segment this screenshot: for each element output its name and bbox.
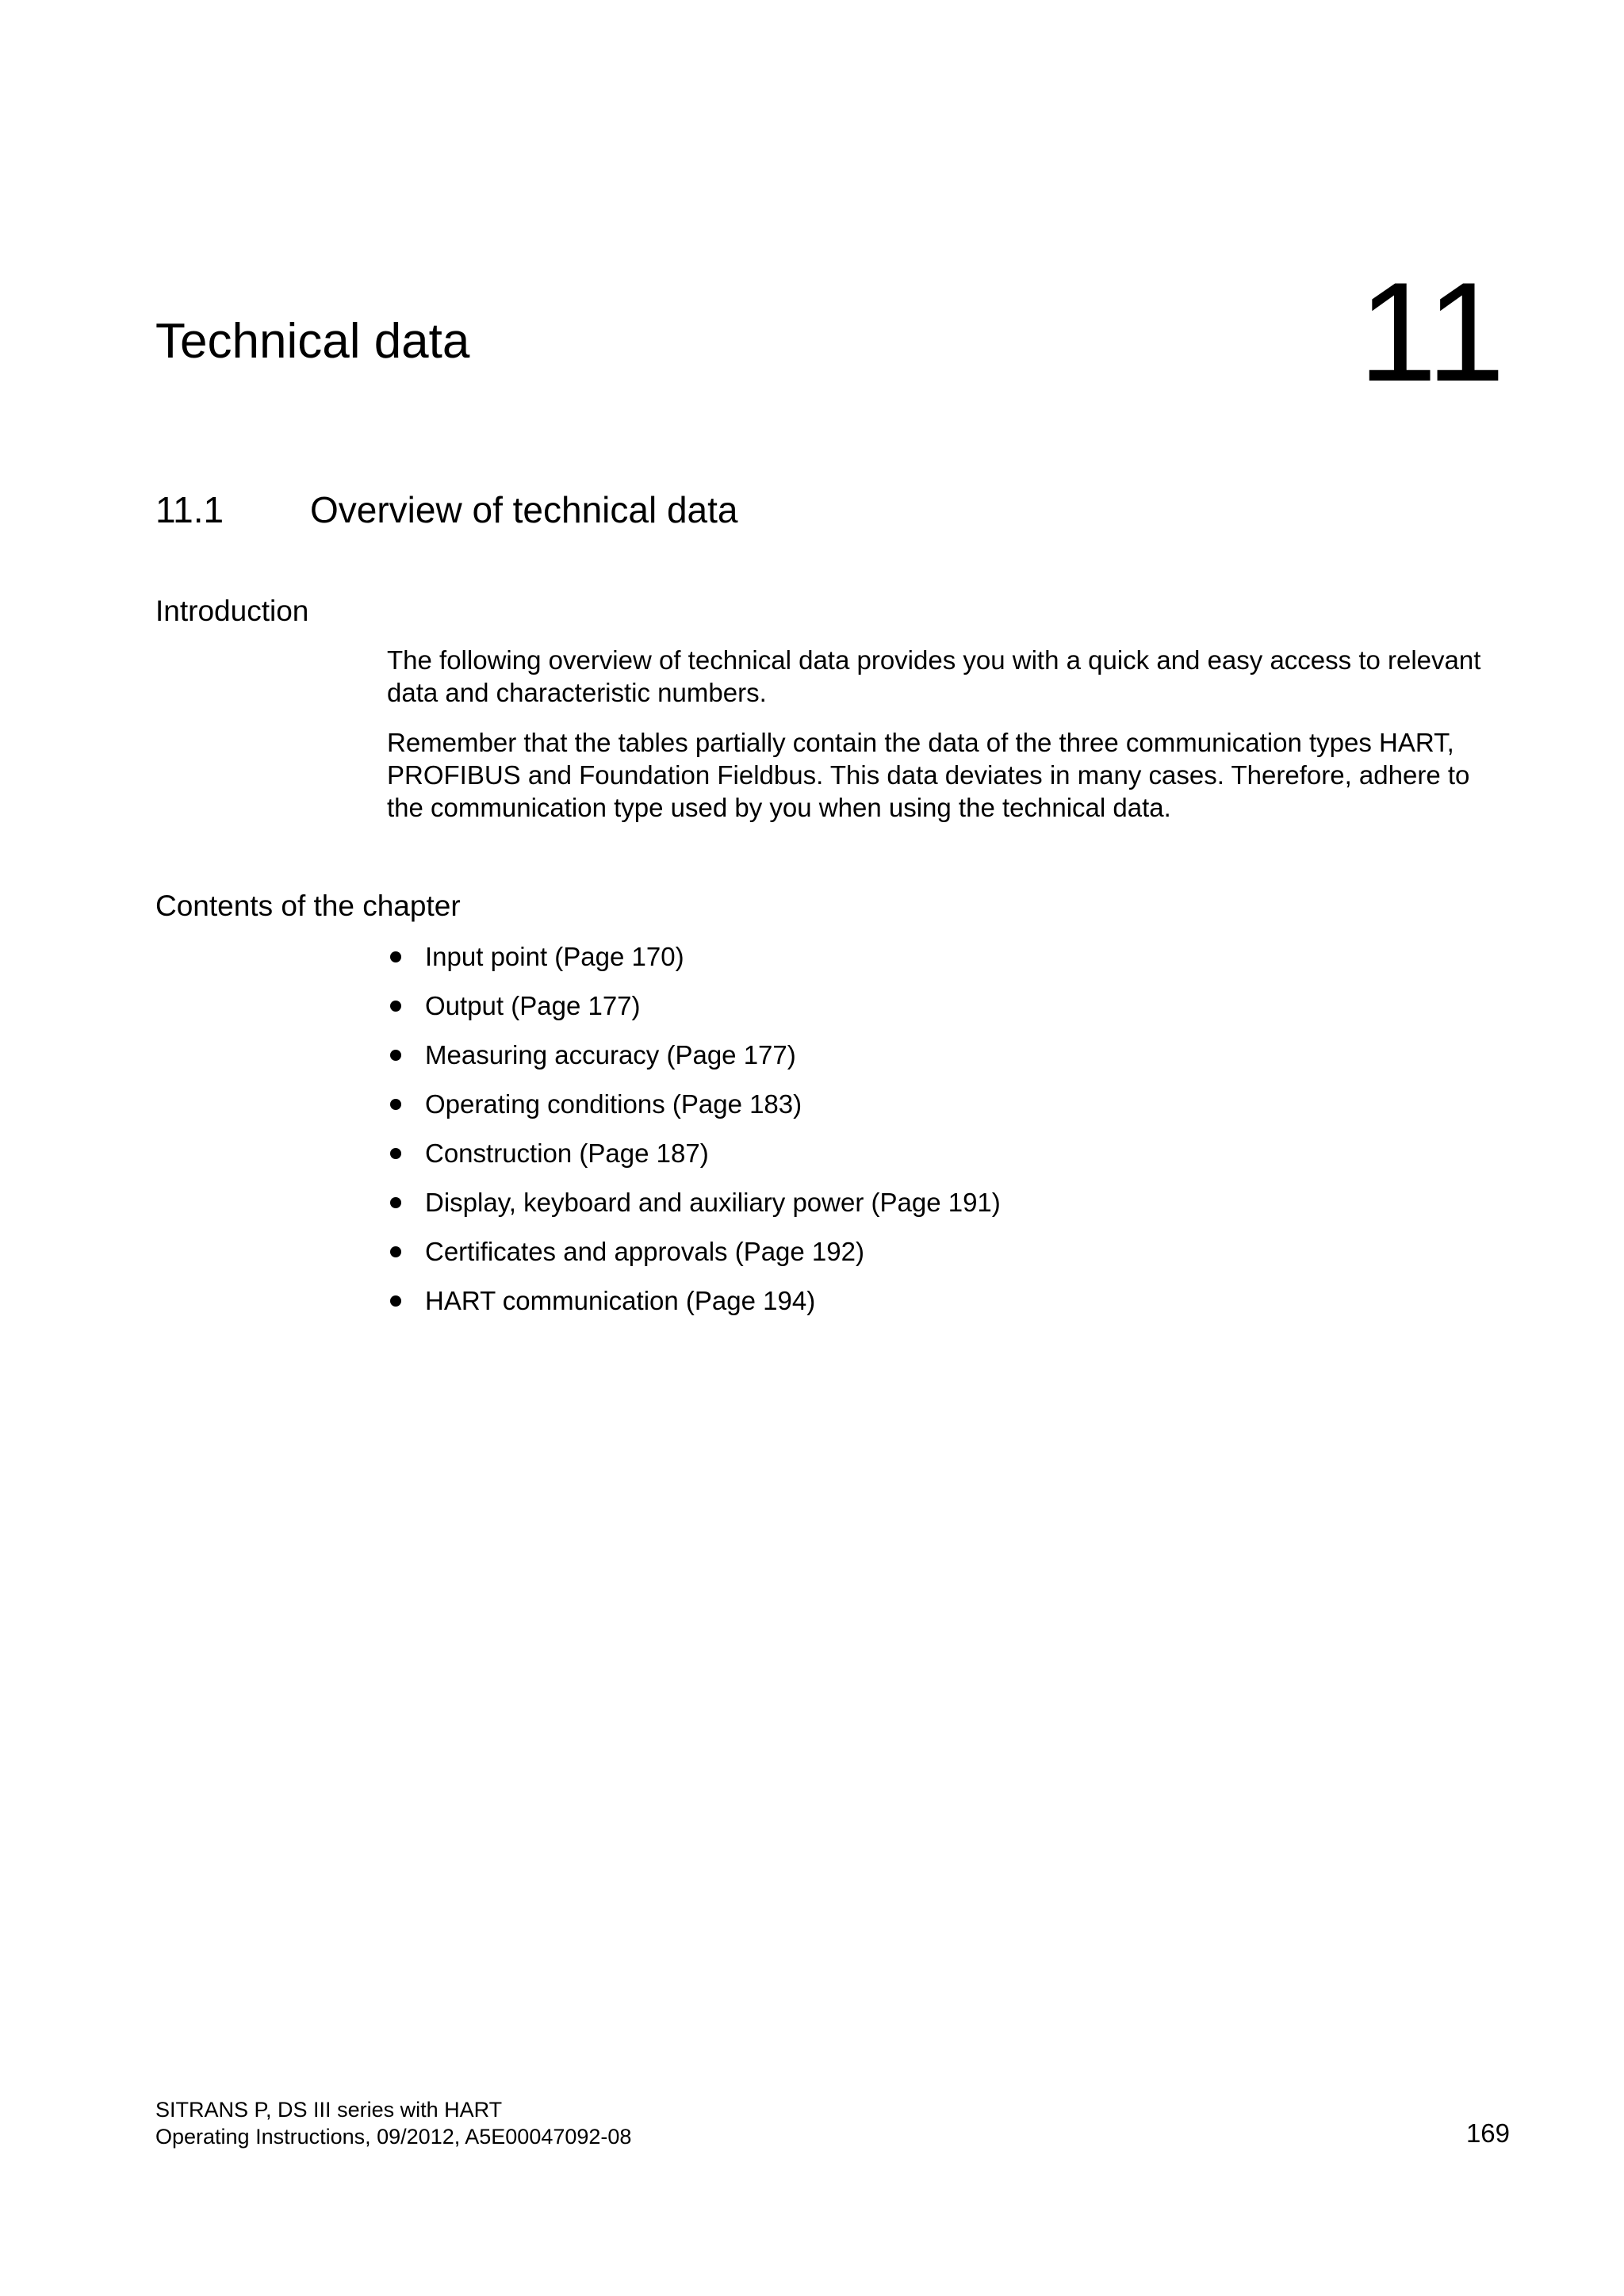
- bullet-icon: [390, 1197, 401, 1208]
- bullet-icon: [390, 1246, 401, 1257]
- contents-link-output[interactable]: Output (Page 177): [425, 991, 641, 1020]
- bullet-icon: [390, 1001, 401, 1012]
- bullet-icon: [390, 1050, 401, 1061]
- introduction-heading: Introduction: [155, 595, 309, 627]
- section-number: 11.1: [155, 489, 224, 530]
- bullet-icon: [390, 951, 401, 962]
- contents-list-item: [387, 1186, 1001, 1219]
- contents-link-hart-communication[interactable]: HART communication (Page 194): [425, 1286, 816, 1315]
- introduction-paragraph: Remember that the tables partially contain the data of the three communication types HART, PROFIBUS and Foundation Fieldbus. This data deviates in many cases. Therefore, adhere to the communication type used by you when using the technical data.: [387, 728, 1470, 822]
- chapter-number: 11: [1358, 253, 1505, 411]
- contents-link-construction[interactable]: Construction (Page 187): [425, 1138, 709, 1168]
- contents-list-item: [387, 1284, 1001, 1317]
- contents-link-input-point[interactable]: Input point (Page 170): [425, 942, 684, 971]
- contents-list-item: [387, 989, 1001, 1022]
- contents-list-item: [387, 940, 1001, 973]
- bullet-icon: [390, 1099, 401, 1110]
- footer-document-info: [155, 2096, 631, 2150]
- introduction-paragraph: The following overview of technical data provides you with a quick and easy access to relevant data and characteristic numbers.: [387, 645, 1481, 707]
- contents-link-measuring-accuracy[interactable]: Measuring accuracy (Page 177): [425, 1040, 796, 1070]
- contents-list: [387, 940, 1001, 1334]
- section-heading: [155, 489, 738, 530]
- contents-list-item: [387, 1039, 1001, 1071]
- bullet-icon: [390, 1148, 401, 1159]
- contents-heading: Contents of the chapter: [155, 890, 461, 922]
- contents-list-item: [387, 1088, 1001, 1120]
- introduction-body: [387, 644, 1513, 841]
- contents-link-operating-conditions[interactable]: Operating conditions (Page 183): [425, 1089, 802, 1119]
- footer-product-line: SITRANS P, DS III series with HART: [155, 2098, 503, 2122]
- contents-list-item: [387, 1137, 1001, 1169]
- bullet-icon: [390, 1295, 401, 1307]
- section-title: Overview of technical data: [310, 489, 738, 530]
- chapter-title: Technical data: [155, 314, 470, 369]
- page-number: 169: [1465, 2118, 1510, 2148]
- contents-link-certificates-approvals[interactable]: Certificates and approvals (Page 192): [425, 1237, 864, 1266]
- footer-edition-line: Operating Instructions, 09/2012, A5E00047092-08: [155, 2125, 632, 2149]
- contents-link-display-keyboard-power[interactable]: Display, keyboard and auxiliary power (Page 191): [425, 1188, 1001, 1217]
- contents-list-item: [387, 1235, 1001, 1268]
